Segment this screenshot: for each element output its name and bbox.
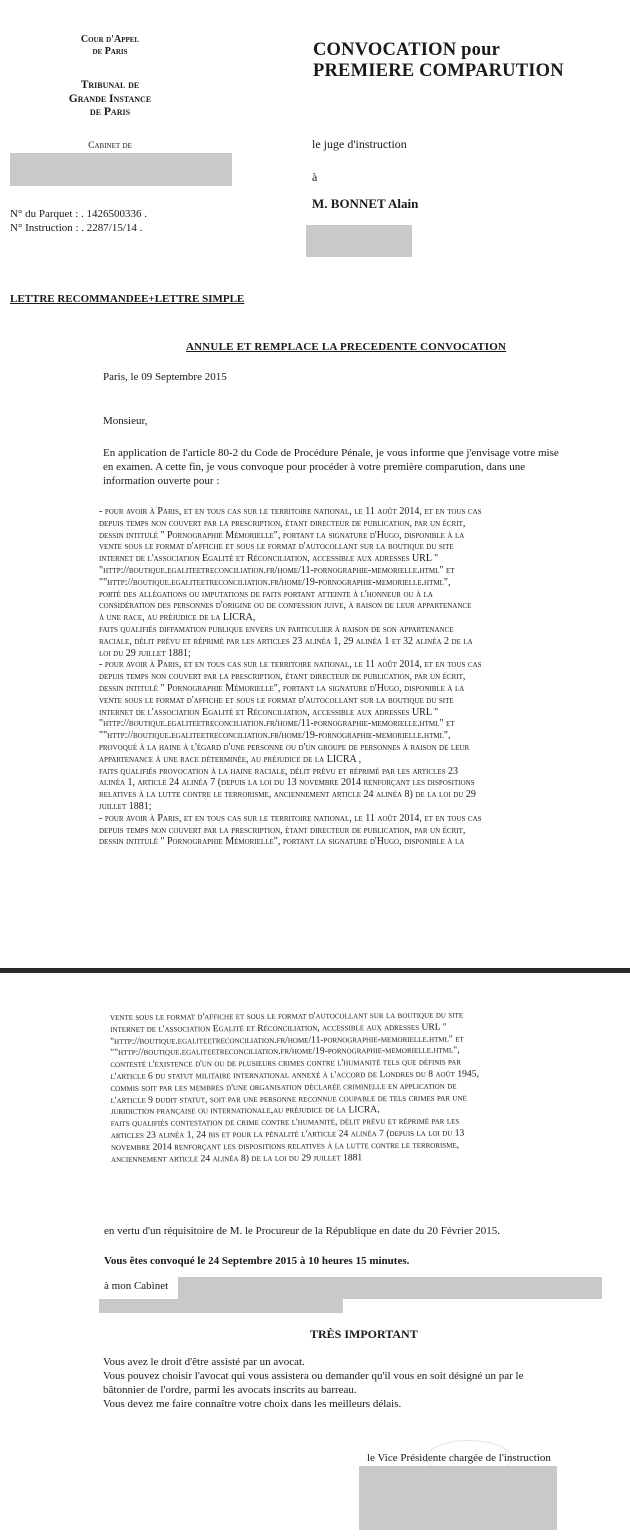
charge-line: depuis temps non couvert par la prescription, étant directeur de publication, par un écrit,	[99, 517, 466, 529]
charge-line: appartenance à une race déterminée, au préjudice de la LICRA ,	[99, 753, 362, 765]
replacement-notice: ANNULE ET REMPLACE LA PRECEDENTE CONVOCATION	[186, 341, 507, 353]
salutation: Monsieur,	[103, 415, 148, 427]
charge-line: porté des allégations ou imputations de faits portant atteinte à l'honneur ou à la	[99, 588, 433, 600]
case-numbers	[10, 207, 147, 235]
date-line: Paris, le 09 Septembre 2015	[103, 371, 227, 383]
charge-line: raciale, délit prévu et réprimé par les articles 23 alinéa 1, 29 alinéa 1 et 32 alinéa 2 de la	[99, 635, 473, 647]
document-title: CONVOCATION pour PREMIERE COMPARUTION	[313, 40, 564, 81]
redacted-cabinet-address	[178, 1277, 602, 1299]
charge-line: anciennement article 24 alinéa 8) de la loi du 29 juillet 1881	[110, 1151, 363, 1165]
charge-line: contesté l'existence d'un ou de plusieurs crimes contre l'humanité tels que définis par	[110, 1056, 462, 1071]
tribunal-name: Tribunal de Grande Instance de Paris	[68, 79, 152, 118]
charge-line: - pour avoir à Paris, et en tous cas sur le territoire national, le 11 août 2014, et en tous cas	[99, 506, 482, 517]
charge-line: loi du 29 juillet 1881;	[99, 647, 191, 659]
charge-line: internet de l'association Egalité et Réconciliation, accessible aux adresses URL "	[99, 706, 439, 718]
charge-line: internet de l'association Egalité et Réconciliation, accessible aux adresses URL "	[110, 1021, 447, 1035]
charge-line: depuis temps non couvert par la prescription, étant directeur de publication, par un écrit,	[99, 824, 466, 836]
mail-type: LETTRE RECOMMANDEE+LETTRE SIMPLE	[10, 293, 245, 305]
charge-line: - pour avoir à Paris, et en tous cas sur le territoire national, le 11 août 2014, et en tous cas	[99, 812, 482, 824]
charge-line: commis soit par les membres d'une organisation déclarée criminelle en application de	[110, 1080, 457, 1094]
from-label: le juge d'instruction	[312, 137, 407, 151]
page-separator	[0, 968, 630, 973]
charge-line: l'article 6 du statut militaire international annexé à l'accord de Londres du 8 août 1945,	[110, 1068, 479, 1082]
charge-line: dessin intitulé " Pornographie Mémorielle", portant la signature d'Hugo, disponible à la	[99, 836, 465, 848]
charge-line: dessin intitulé " Pornographie Mémorielle", portant la signature d'Hugo, disponible à la	[99, 682, 465, 694]
charge-line: articles 23 alinéa 1, 24 bis et pour la pénalité l'article 24 alinéa 7 (depuis la loi du 13	[110, 1127, 465, 1141]
charge-line: vente sous le format d'affiche et sous le format d'autocollant sur la boutique du site	[110, 1009, 464, 1023]
redacted-cabinet-address-2	[99, 1299, 343, 1313]
charge-line: vente sous le format d'affiche et sous le format d'autocollant sur la boutique du site	[99, 541, 454, 553]
redacted-cabinet-name	[10, 153, 232, 186]
charge-line: - pour avoir à Paris, et en tous cas sur le territoire national, le 11 août 2014, et en tous cas	[99, 659, 482, 671]
charge-line: "http://boutique.egaliteetreconciliation.fr/home/11-pornographie-memorielle.html" et	[99, 564, 455, 576]
charge-line: considération des personnes d'origine ou de confession juive, à raison de leur appartenance	[99, 600, 472, 612]
charges-block-page2	[110, 1009, 611, 1166]
charge-line: ""http://boutique.egaliteetreconciliation.fr/home/19-pornographie-memorielle.html",	[110, 1044, 460, 1059]
charge-line: à une race, au préjudice de la LICRA,	[99, 612, 256, 624]
important-title: TRÈS IMPORTANT	[310, 1327, 418, 1341]
redacted-recipient-address	[306, 225, 412, 257]
charge-line: dessin intitulé " Pornographie Mémorielle", portant la signature d'Hugo, disponible à la	[99, 529, 465, 541]
recipient-name: M. BONNET Alain	[312, 196, 419, 211]
charge-line: juillet 1881;	[99, 800, 152, 812]
charge-line: vente sous le format d'affiche et sous le format d'autocollant sur la boutique du site	[99, 694, 454, 706]
signature-label: le Vice Présidente chargée de l'instruction	[367, 1452, 551, 1464]
charge-line: "http://boutique.egaliteetreconciliation.fr/home/11-pornographie-memorielle.html" et	[99, 718, 455, 730]
charge-line: alinéa 1, article 24 alinéa 7 (depuis la loi du 13 novembre 2014 renforçant les dispositions	[99, 777, 475, 789]
instruction-number: N° Instruction : . 2287/15/14 .	[10, 222, 143, 234]
cabinet-label: Cabinet de	[88, 141, 132, 151]
charge-line: provoqué à la haine à l'égard d'une personne ou d'un groupe de personnes à raison de leur	[99, 741, 470, 753]
intro-paragraph: En application de l'article 80-2 du Code de Procédure Pénale, je vous informe que j'envisage votre mise en examen. A cette fin, je vous convoque pour procéder à votre première comparution, dans une information ouverte pour :	[103, 447, 559, 487]
to-label: à	[312, 170, 318, 184]
location-label: à mon Cabinet	[104, 1280, 169, 1292]
charges-block-page1	[99, 506, 629, 848]
charge-line: internet de l'association Egalité et Réconciliation, accessible aux adresses URL "	[99, 553, 439, 565]
charge-line: ""http://boutique.egaliteetreconciliation.fr/home/19-pornographie-memorielle.html",	[99, 576, 451, 588]
charge-line: ""http://boutique.egaliteetreconciliation.fr/home/19-pornographie-memorielle.html",	[99, 730, 451, 742]
charge-line: juridiction française ou internationale,au préjudice de la LICRA,	[110, 1104, 380, 1118]
charge-line: l'article 9 dudit statut, soit par une personne reconnue coupable de tels crimes par une	[110, 1092, 467, 1106]
charge-line: relatives à la lutte contre le terrorisme, anciennement article 24 alinéa 8) de la loi du 29	[99, 789, 476, 801]
charge-line: faits qualifiés contestation de crime contre l'humanité, délit prévu et réprimé par les	[110, 1115, 460, 1130]
requisition-line: en vertu d'un réquisitoire de M. le Procureur de la République en date du 20 Février 2015.	[104, 1225, 501, 1237]
charge-line: novembre 2014 renforçant les dispositions relatives à la lutte contre le terrorisme,	[110, 1139, 460, 1153]
parquet-number: N° du Parquet : . 1426500336 .	[10, 208, 148, 220]
important-notes: Vous avez le droit d'être assisté par un avocat. Vous pouvez choisir l'avocat qui vous assistera ou demander qu'il vous en soit désigné un par le bâtonnier de l'ordre, parmi les avocats inscrits au barreau. Vous devez me faire connaître votre choix dans les meilleurs délais.	[103, 1356, 524, 1410]
redacted-signature	[359, 1466, 557, 1530]
court-of-appeal: Cour d'Appel de Paris	[80, 34, 140, 57]
charge-line: depuis temps non couvert par la prescription, étant directeur de publication, par un écrit,	[99, 671, 466, 683]
charge-line: faits qualifiés provocation à la haine raciale, délit prévu et réprimé par les articles 23	[99, 765, 458, 777]
appointment-line: Vous êtes convoqué le 24 Septembre 2015 à 10 heures 15 minutes.	[104, 1255, 410, 1267]
charge-line: "http://boutique.egaliteetreconciliation.fr/home/11-pornographie-memorielle.html" et	[110, 1033, 464, 1047]
charge-line: faits qualifiés diffamation publique envers un particulier à raison de son appartenance	[99, 623, 454, 635]
